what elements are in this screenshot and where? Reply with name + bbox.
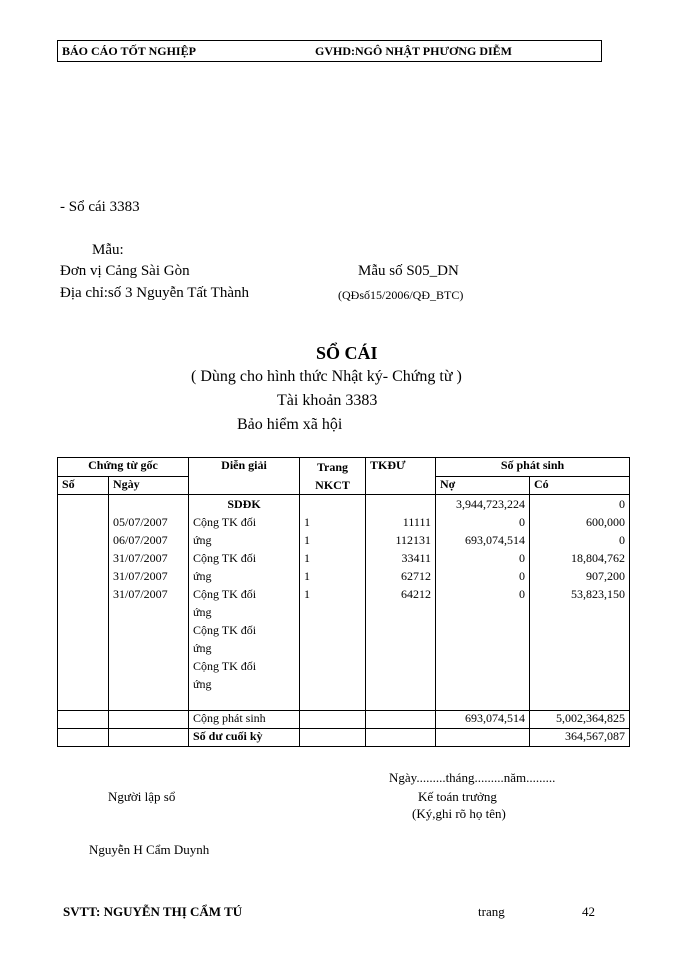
- trang-cell: 1: [304, 533, 310, 547]
- mau-label: Mẫu:: [92, 242, 124, 258]
- header-trang: Trang: [316, 460, 349, 474]
- no-cell: 0: [519, 569, 525, 583]
- co-cell: 18,804,762: [571, 551, 625, 565]
- total-no: 693,074,514: [436, 711, 530, 729]
- dia-chi: Địa chỉ:số 3 Nguyễn Tất Thành: [60, 285, 249, 301]
- closing-balance-row: [58, 729, 630, 747]
- total-co: 5,002,364,825: [530, 711, 630, 729]
- header-chung-tu-goc: Chứng từ gốc: [58, 458, 189, 477]
- header-nkct: NKCT: [315, 478, 350, 492]
- don-vi: Đơn vị Cảng Sài Gòn: [60, 263, 190, 279]
- date-cell: 06/07/2007: [113, 533, 168, 547]
- total-label: Cộng phát sinh: [189, 711, 300, 729]
- header-co: Có: [530, 476, 630, 495]
- nguoi-lap-so: Người lập sổ: [108, 789, 176, 804]
- trang-cell: 1: [304, 569, 310, 583]
- date-cell: 31/07/2007: [113, 587, 168, 601]
- date-cell: 31/07/2007: [113, 551, 168, 565]
- sddk-co: 0: [619, 497, 625, 511]
- closing-balance-co: 364,567,087: [530, 729, 630, 747]
- ky-ghi-ro: (Ký,ghi rõ họ tên): [412, 806, 506, 821]
- description-cell: Cộng TK đối: [193, 551, 257, 565]
- header-right: GVHD:NGÔ NHẬT PHƯƠNG DIỄM: [315, 44, 512, 58]
- description-cell: Cộng TK đối: [193, 515, 257, 529]
- mau-so: Mẫu số S05_DN: [358, 263, 459, 279]
- section-title: - Sổ cái 3383: [60, 199, 140, 215]
- date-cell: 31/07/2007: [113, 569, 168, 583]
- header-tkdu: TKĐƯ: [366, 458, 436, 495]
- description-cell: Cộng TK đối: [193, 587, 257, 601]
- footer-trang-label: trang: [478, 904, 505, 919]
- ledger-subtitle: ( Dùng cho hình thức Nhật ký- Chứng từ ): [191, 368, 462, 385]
- col-dien-giai: [189, 495, 300, 711]
- header-left: BÁO CÁO TỐT NGHIỆP: [62, 44, 196, 58]
- description-cell: Cộng TK đối: [193, 659, 257, 673]
- header-trang-nkct: [300, 458, 366, 495]
- account-name: Bảo hiểm xã hội: [237, 416, 343, 433]
- tkdu-cell: 33411: [401, 551, 431, 565]
- co-cell: 907,200: [586, 569, 625, 583]
- ke-toan-truong: Kế toán trưởng: [418, 789, 497, 804]
- closing-balance-label: Số dư cuối kỳ: [189, 729, 300, 747]
- ledger-table: [57, 457, 630, 747]
- description-cell: ứng: [193, 569, 212, 583]
- col-trang: [300, 495, 366, 711]
- tkdu-cell: 112131: [395, 533, 431, 547]
- no-cell: 693,074,514: [465, 533, 525, 547]
- trang-cell: 1: [304, 551, 310, 565]
- co-cell: 600,000: [586, 515, 625, 529]
- col-co: [530, 495, 630, 711]
- no-cell: 0: [519, 551, 525, 565]
- header-ngay: Ngày: [109, 476, 189, 495]
- tkdu-cell: 11111: [402, 515, 431, 529]
- tkdu-cell: 64212: [401, 587, 431, 601]
- header-dien-giai: Diễn giải: [189, 458, 300, 495]
- sddk-no: 3,944,723,224: [456, 497, 525, 511]
- trang-cell: 1: [304, 515, 310, 529]
- qd-number: (QĐsố15/2006/QĐ_BTC): [338, 288, 464, 302]
- total-row: [58, 711, 630, 729]
- description-cell: Cộng TK đối: [193, 623, 257, 637]
- header-so: Số: [58, 476, 109, 495]
- header-no: Nợ: [436, 476, 530, 495]
- tkdu-cell: 62712: [401, 569, 431, 583]
- description-cell: ứng: [193, 605, 212, 619]
- col-so: [58, 495, 109, 711]
- page-number: 42: [582, 904, 595, 919]
- co-cell: 53,823,150: [571, 587, 625, 601]
- footer-student: SVTT: NGUYỄN THỊ CẨM TÚ: [63, 904, 243, 919]
- no-cell: 0: [519, 515, 525, 529]
- trang-cell: 1: [304, 587, 310, 601]
- page-header: [57, 40, 602, 62]
- header-so-phat-sinh: Số phát sinh: [436, 458, 630, 477]
- col-ngay: [109, 495, 189, 711]
- description-cell: ứng: [193, 641, 212, 655]
- date-line: Ngày.........tháng.........năm.........: [389, 770, 556, 785]
- co-cell: 0: [619, 533, 625, 547]
- sddk-label: SDĐK: [227, 497, 261, 511]
- ledger-title: SỔ CÁI: [316, 343, 378, 363]
- col-no: [436, 495, 530, 711]
- signer-name: Nguyễn H Cẩm Duynh: [89, 842, 210, 857]
- date-cell: 05/07/2007: [113, 515, 168, 529]
- col-tkdu: [366, 495, 436, 711]
- description-cell: ứng: [193, 677, 212, 691]
- no-cell: 0: [519, 587, 525, 601]
- description-cell: ứng: [193, 533, 212, 547]
- account-number: Tài khoản 3383: [277, 392, 378, 409]
